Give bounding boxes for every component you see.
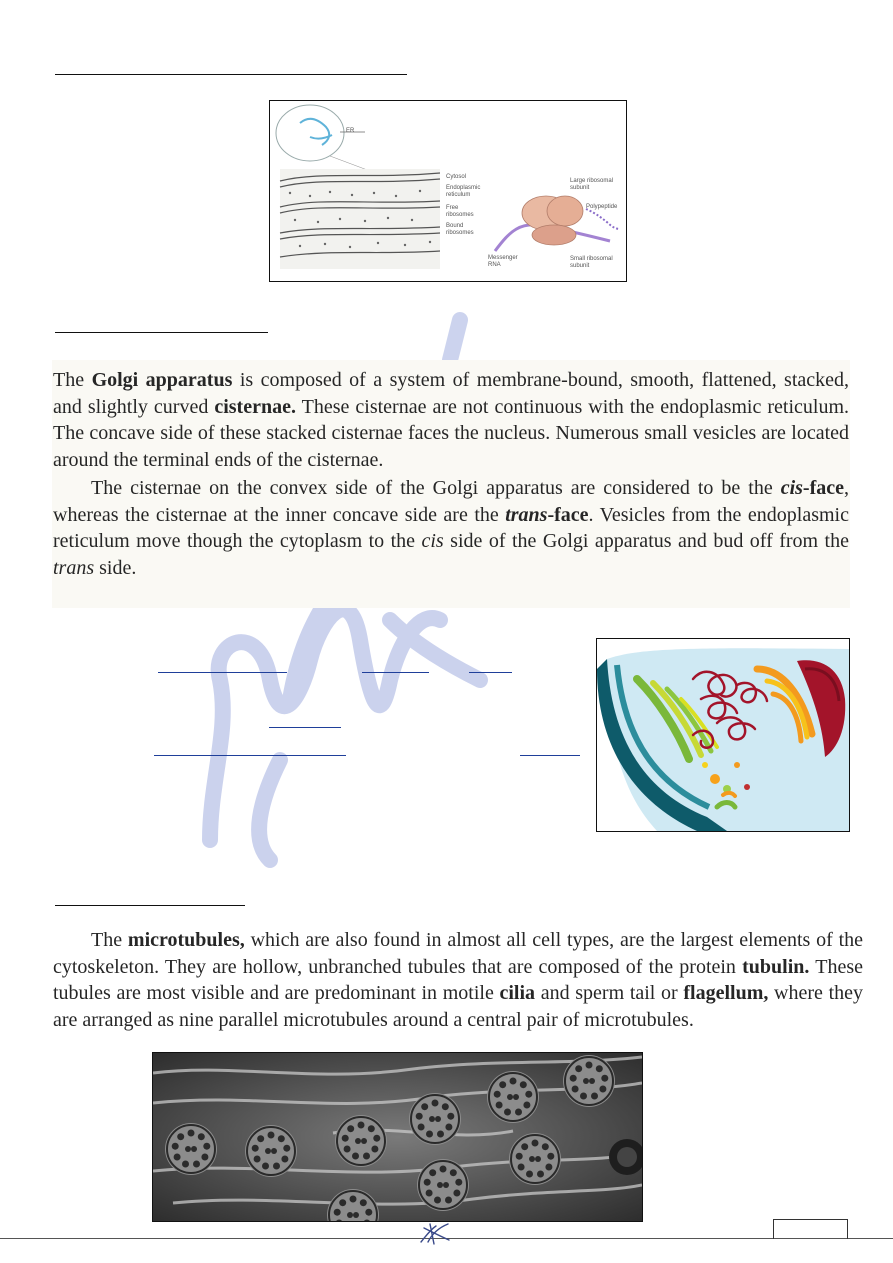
- label-cytosol: Cytosol: [446, 174, 467, 180]
- link-underline-1: [158, 672, 287, 673]
- label-bound-ribosomes: Bound ribosomes: [446, 223, 474, 236]
- section-heading-underline-er: [55, 74, 407, 75]
- bold-term: cilia: [499, 982, 536, 1004]
- link-underline-5: [154, 755, 346, 756]
- microtubule-paragraph-1: [53, 927, 863, 1033]
- text-run: The: [91, 929, 128, 951]
- cilia-micrograph: [152, 1052, 643, 1222]
- golgi-paragraph-2: [53, 475, 849, 581]
- bold-term: tubulin.: [742, 955, 810, 978]
- microtubule-text-scan: [52, 922, 864, 1057]
- label-free-ribosomes: Free ribosomes: [446, 205, 474, 218]
- link-underline-2: [362, 672, 429, 673]
- text-run: where they are arranged as nine parallel microtubules around a central pair of microtubules.: [53, 982, 864, 1031]
- text-run: These tubules are most visible and are predominant in motile: [53, 955, 863, 1004]
- golgi-text-body: [53, 367, 849, 581]
- page-number-box: [773, 1219, 848, 1239]
- er-label: ER: [346, 128, 355, 134]
- footer-logo-icon: [418, 1220, 452, 1246]
- text-run: The cisternae on the convex side of the Golgi apparatus are considered to be the: [91, 477, 781, 499]
- label-endoplasmic-reticulum: Endoplasmic reticulum: [446, 185, 481, 198]
- text-run: and sperm tail or: [535, 982, 684, 1004]
- microtubule-text-body: [53, 927, 863, 1033]
- bold-term: trans: [505, 503, 548, 526]
- label-small-ribosomal-subunit: Small ribosomal subunit: [570, 256, 613, 269]
- er-ribosome-figure: [269, 100, 627, 282]
- text-run: is composed of a system of membrane-bound, smooth, flattened, stacked, and slightly curved: [53, 369, 850, 418]
- golgi-paragraph-1: [53, 367, 849, 473]
- link-underline-3: [469, 672, 512, 673]
- bold-term: cisternae.: [214, 395, 296, 418]
- text-run: These cisternae are not continuous with the endoplasmic reticulum. The concave side of these stacked cisternae faces the nucleus. Numerous small vesicles are located around the terminal ends of the cisternae.: [53, 395, 849, 471]
- bold-term: cis: [780, 477, 803, 499]
- text-run: , whereas the cisternae at the inner concave side are the: [53, 477, 849, 526]
- bold-term: -face: [547, 503, 589, 526]
- bold-term: flagellum,: [683, 982, 769, 1004]
- bold-term: Golgi apparatus: [91, 369, 233, 391]
- text-run: side.: [94, 556, 137, 579]
- text-run: side of the Golgi apparatus and bud off from the: [443, 530, 849, 552]
- golgi-text-scan: [52, 360, 850, 608]
- section-heading-underline-microtubules: [55, 905, 245, 906]
- bold-term: -face: [802, 477, 844, 499]
- label-messenger-rna: Messenger RNA: [488, 255, 518, 268]
- label-large-ribosomal-subunit: Large ribosomal subunit: [570, 178, 614, 191]
- italic-term: cis: [421, 530, 444, 552]
- section-heading-underline-golgi: [55, 332, 268, 333]
- text-run: . Vesicles from the endoplasmic reticulum move though the cytoplasm to the: [53, 503, 849, 552]
- golgi-illustration: [596, 638, 850, 832]
- bold-term: microtubules,: [127, 929, 245, 951]
- text-run: The: [53, 369, 92, 391]
- italic-term: trans: [53, 556, 95, 579]
- label-polypeptide: Polypeptide: [586, 204, 618, 210]
- link-underline-6: [520, 755, 580, 756]
- text-run: which are also found in almost all cell types, are the largest elements of the cytoskeleton. They are hollow, unbranched tubules that are composed of the protein: [53, 929, 863, 978]
- link-underline-4: [269, 727, 341, 728]
